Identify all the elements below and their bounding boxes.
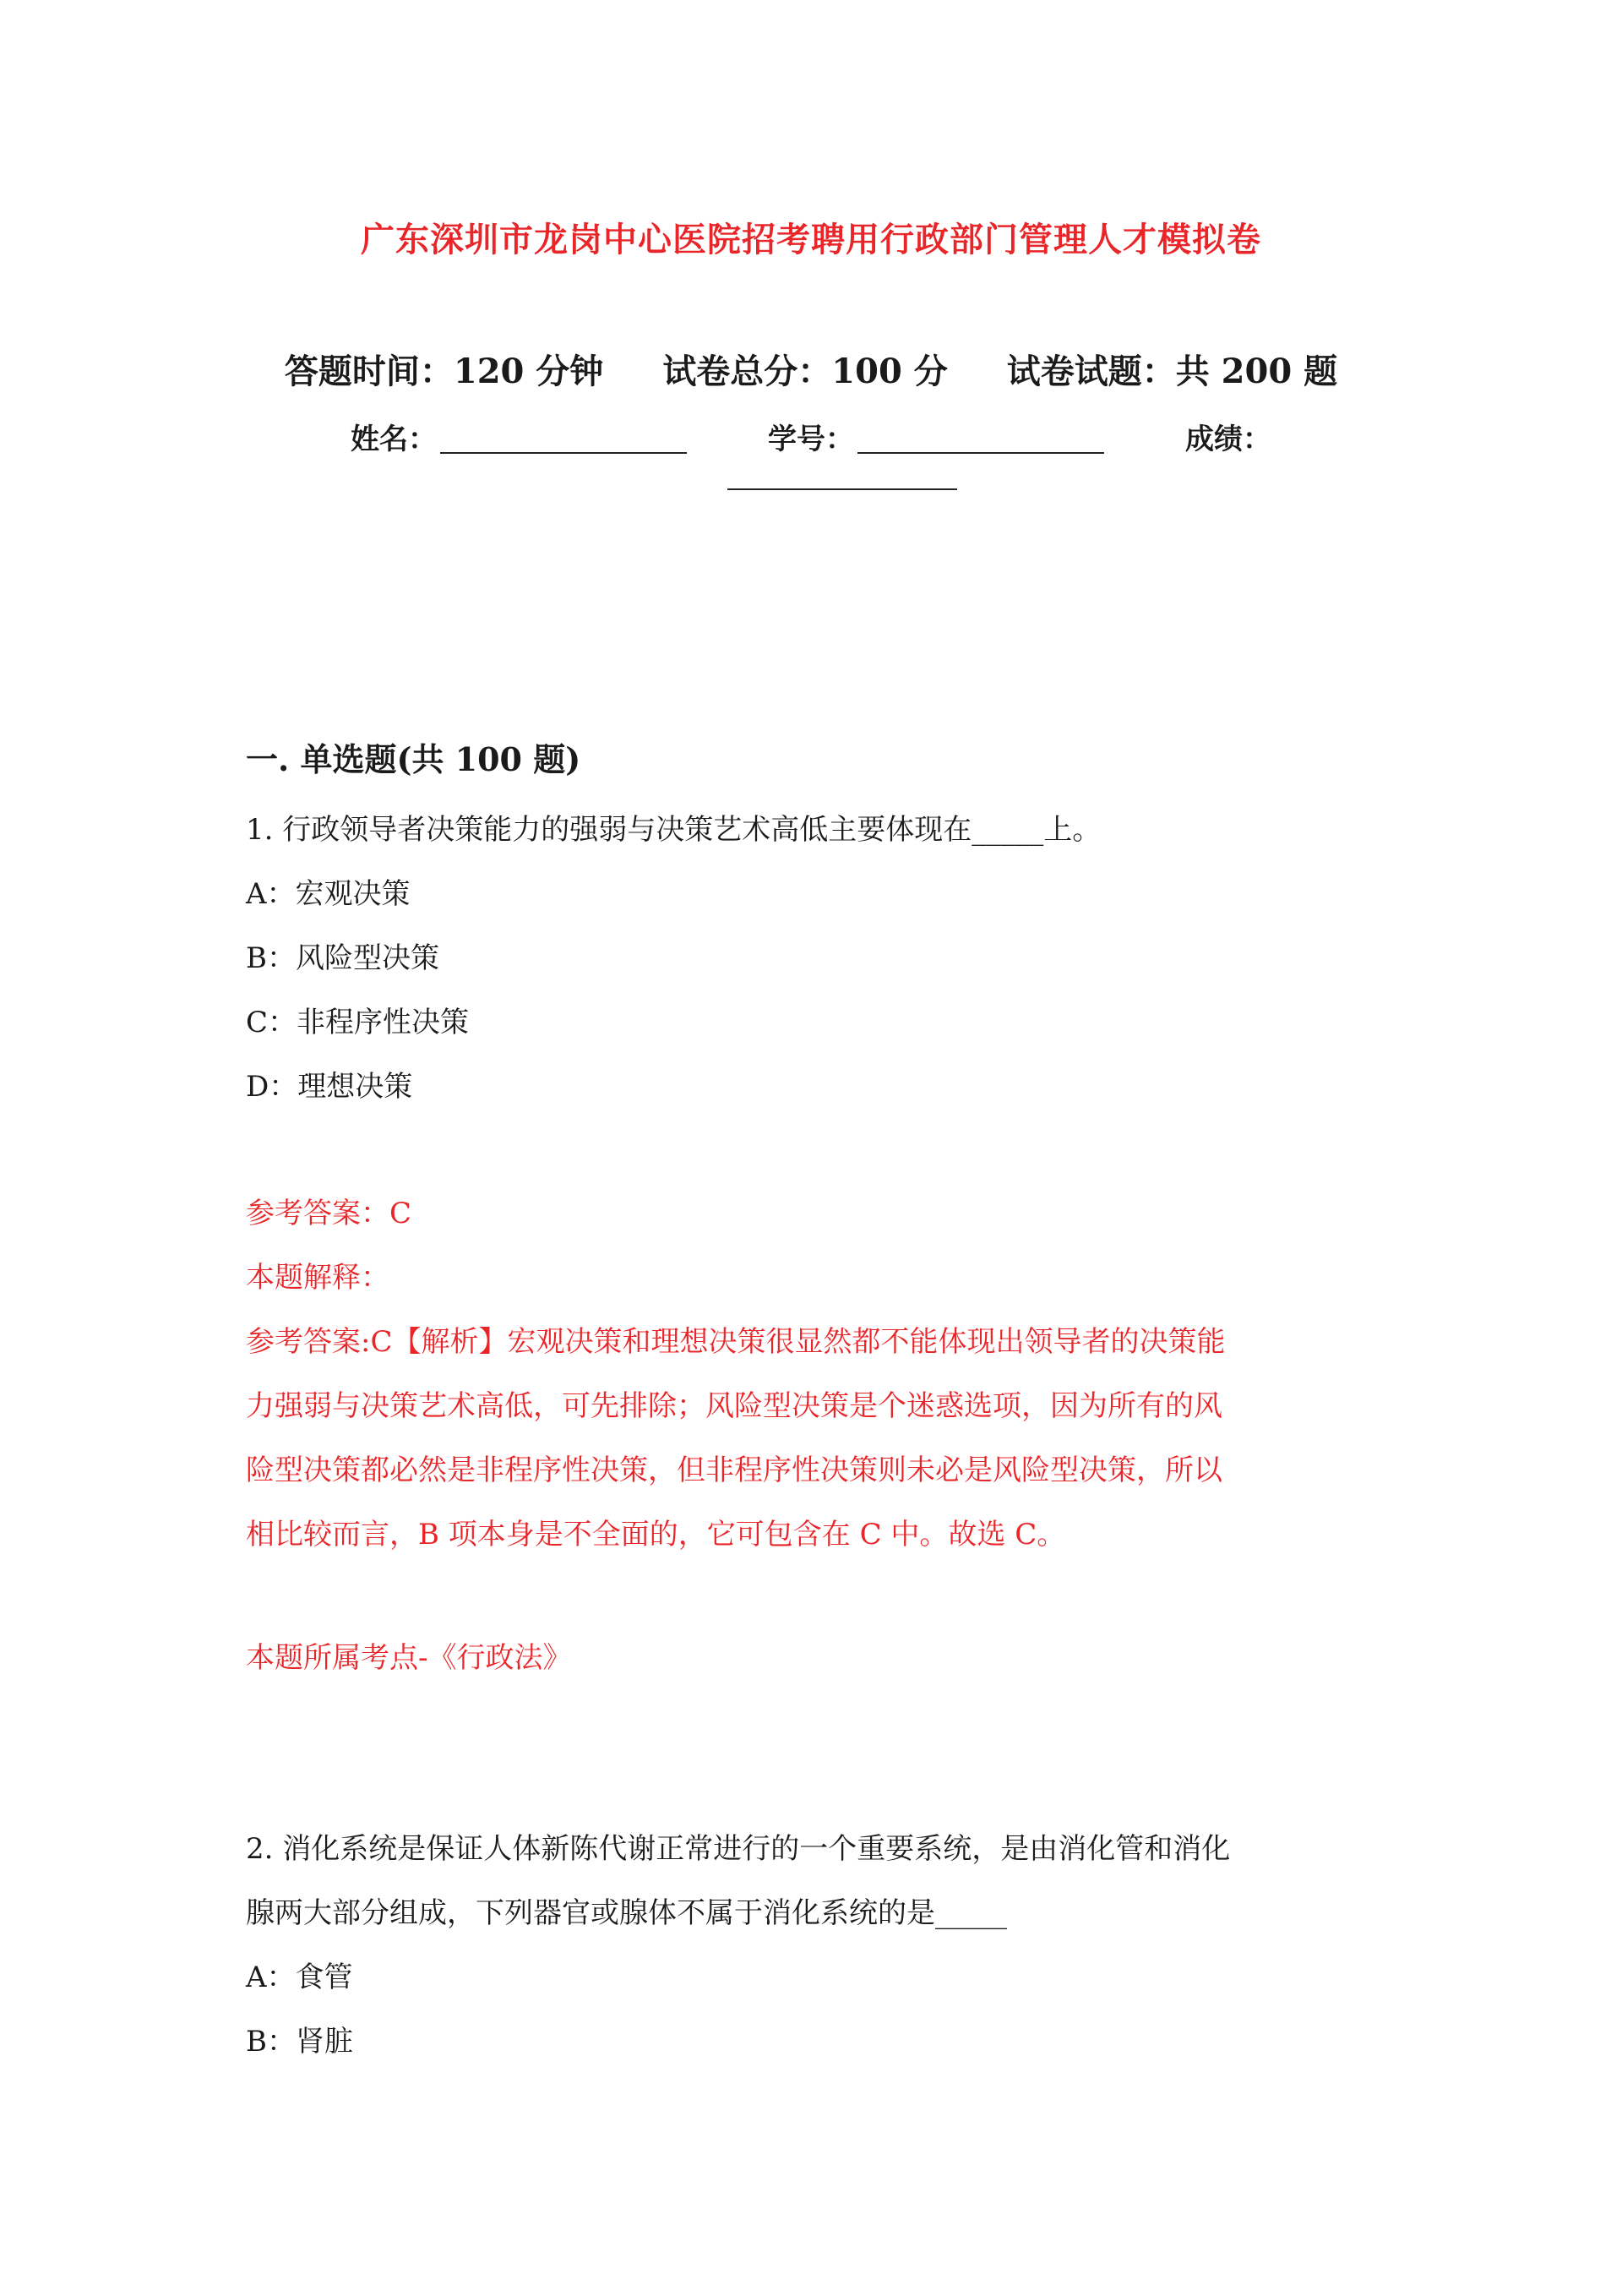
name-blank[interactable] (440, 423, 687, 454)
question-1-answer (246, 1181, 1378, 1567)
exam-total-score: 试卷总分：100 分 (662, 352, 948, 391)
analysis-line: 力强弱与决策艺术高低，可先排除；风险型决策是个迷惑选项，因为所有的风 (246, 1389, 1222, 1423)
section-title: 一. 单选题(共 100 题) (246, 740, 581, 778)
question-2-option-a[interactable]: A：食管 (246, 1961, 353, 1994)
id-label: 学号： (768, 423, 854, 456)
reference-answer: 参考答案：C (246, 1197, 412, 1230)
student-fields (0, 416, 1622, 457)
analysis-line: 相比较而言，B 项本身是不全面的，它可包含在 C 中。故选 C。 (246, 1518, 1066, 1552)
question-1-option-c[interactable]: C：非程序性决策 (246, 1006, 470, 1039)
question-2-option-b[interactable]: B：肾脏 (246, 2025, 353, 2059)
question-1-option-d[interactable]: D：理想决策 (246, 1070, 413, 1104)
exam-meta (0, 345, 1622, 393)
question-1-option-b[interactable]: B：风险型决策 (246, 941, 439, 975)
analysis-line: 参考答案:C【解析】宏观决策和理想决策很显然都不能体现出领导者的决策能 (246, 1325, 1226, 1359)
id-blank[interactable] (857, 423, 1104, 454)
question-2-stem-line: 腺两大部分组成，下列器官或腺体不属于消化系统的是_____ (246, 1896, 1007, 1930)
name-label: 姓名： (351, 423, 437, 456)
exam-question-count: 试卷试题：共 200 题 (1006, 352, 1338, 391)
document-title: 广东深圳市龙岗中心医院招考聘用行政部门管理人才模拟卷 (361, 220, 1261, 259)
topic-text: 本题所属考点-《行政法》 (246, 1641, 572, 1675)
question-2-stem-line: 2. 消化系统是保证人体新陈代谢正常进行的一个重要系统，是由消化管和消化 (246, 1832, 1231, 1866)
analysis-line: 险型决策都必然是非程序性决策，但非程序性决策则未必是风险型决策，所以 (246, 1453, 1222, 1487)
score-blank[interactable] (727, 488, 957, 490)
question-2 (246, 1817, 1378, 2074)
question-1 (246, 798, 1378, 1119)
score-label: 成绩： (1185, 423, 1271, 456)
explanation-label: 本题解释： (246, 1261, 389, 1295)
exam-time: 答题时间：120 分钟 (284, 352, 604, 391)
question-1-option-a[interactable]: A：宏观决策 (246, 877, 411, 911)
question-1-stem: 1. 行政领导者决策能力的强弱与决策艺术高低主要体现在_____上。 (246, 813, 1102, 847)
question-1-topic (246, 1626, 1378, 1690)
